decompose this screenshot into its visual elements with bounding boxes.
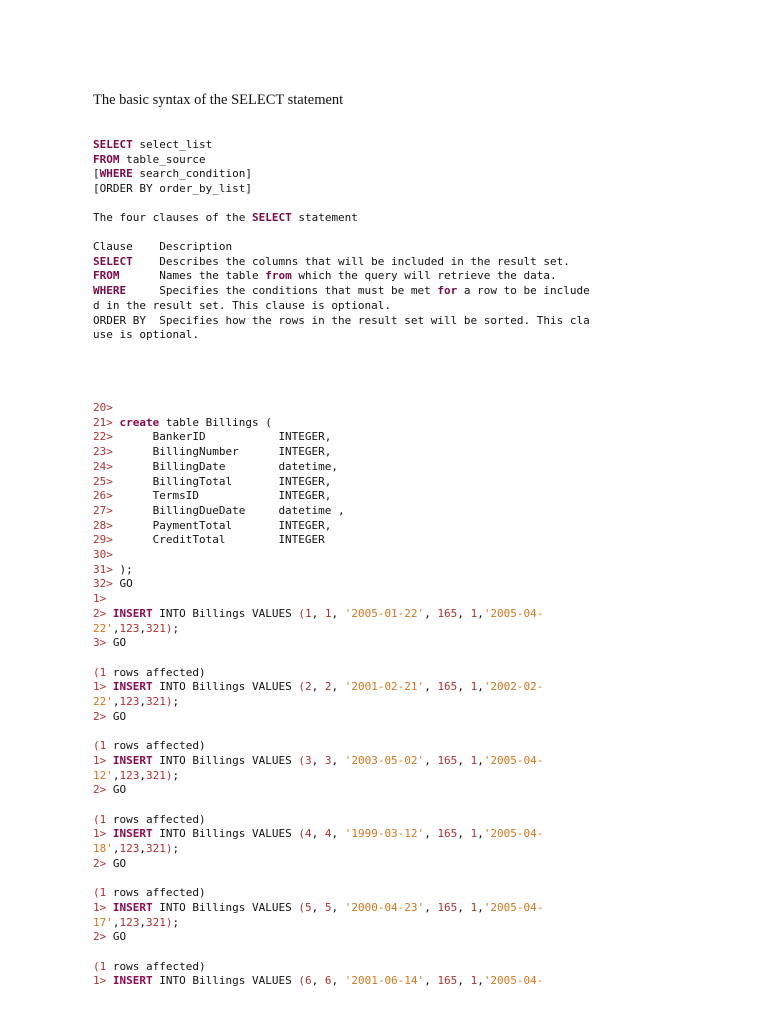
code-line bbox=[93, 695, 693, 710]
code-text: , bbox=[331, 606, 345, 620]
numeric-literal: ( bbox=[298, 753, 305, 767]
code-line bbox=[93, 489, 693, 504]
numeric-literal: 321 bbox=[146, 695, 166, 709]
code-text: GO bbox=[106, 856, 127, 870]
numeric-literal: 6 bbox=[304, 974, 312, 988]
numeric-literal: 165 bbox=[437, 900, 458, 914]
numeric-literal: 165 bbox=[437, 680, 458, 694]
code-text: use is optional. bbox=[93, 328, 199, 342]
code-text: , bbox=[311, 974, 325, 988]
code-text: ; bbox=[172, 621, 180, 635]
code-text: GO bbox=[106, 636, 127, 650]
line-number: 1> bbox=[93, 974, 107, 988]
code-text: , bbox=[477, 900, 484, 914]
code-text bbox=[113, 416, 120, 429]
code-line bbox=[93, 314, 693, 329]
code-line bbox=[93, 592, 693, 607]
numeric-literal: 6 bbox=[324, 974, 332, 988]
code-text: , bbox=[331, 753, 345, 767]
code-text: , bbox=[477, 753, 484, 767]
numeric-literal: ) bbox=[165, 621, 173, 635]
numeric-literal: 321 bbox=[146, 768, 166, 782]
line-number: 1> bbox=[93, 592, 107, 606]
code-text: PaymentTotal INTEGER, bbox=[112, 518, 332, 532]
code-text: Clause Description bbox=[93, 240, 233, 253]
code-text: , bbox=[139, 842, 146, 856]
code-text: table Billings ( bbox=[159, 415, 272, 429]
code-text: , bbox=[139, 915, 146, 929]
line-number: 2> bbox=[93, 856, 107, 870]
string-literal: '2002-02- bbox=[483, 680, 544, 694]
string-literal: '2000-04-23' bbox=[344, 900, 425, 914]
string-literal: '2001-06-14' bbox=[344, 974, 425, 988]
line-number: 26> bbox=[93, 489, 113, 503]
numeric-literal: 165 bbox=[437, 606, 458, 620]
code-text: [ORDER BY order_by_list] bbox=[93, 182, 252, 196]
numeric-literal: 1 bbox=[470, 606, 478, 620]
code-line bbox=[93, 960, 693, 975]
code-line bbox=[93, 563, 693, 578]
code-text: rows affected) bbox=[106, 959, 206, 973]
code-text: , bbox=[139, 621, 146, 635]
code-line bbox=[93, 167, 693, 182]
numeric-literal: 3 bbox=[304, 753, 312, 767]
code-line bbox=[93, 857, 693, 872]
code-line bbox=[93, 651, 693, 666]
code-line bbox=[93, 827, 693, 842]
code-line bbox=[93, 328, 693, 343]
code-text: , bbox=[457, 974, 471, 988]
code-text: ; bbox=[172, 768, 180, 782]
code-line bbox=[93, 299, 693, 314]
code-text: ; bbox=[172, 695, 180, 709]
numeric-literal: ) bbox=[165, 915, 173, 929]
code-text: GO bbox=[112, 577, 133, 591]
code-text bbox=[106, 607, 113, 620]
code-line bbox=[93, 430, 693, 445]
line-number: 24> bbox=[93, 459, 113, 473]
numeric-literal: ( bbox=[93, 665, 100, 679]
code-text: statement bbox=[291, 211, 358, 224]
code-line bbox=[93, 460, 693, 475]
line-number: 2> bbox=[93, 930, 107, 944]
code-text: Specifies the conditions that must be met bbox=[126, 284, 438, 298]
code-line bbox=[93, 153, 693, 168]
sql-keyword: WHERE bbox=[93, 284, 127, 298]
numeric-literal: 165 bbox=[437, 974, 458, 988]
code-text: d in the result set. This clause is optional. bbox=[93, 298, 392, 312]
code-line bbox=[93, 475, 693, 490]
code-text: , bbox=[112, 842, 120, 856]
code-text: , bbox=[112, 695, 120, 709]
code-text: GO bbox=[106, 783, 127, 797]
code-text: , bbox=[457, 900, 471, 914]
code-line bbox=[93, 886, 693, 901]
code-text: CreditTotal INTEGER bbox=[112, 533, 325, 547]
code-line bbox=[93, 783, 693, 798]
numeric-literal: ( bbox=[298, 827, 305, 841]
code-line bbox=[93, 666, 693, 681]
code-text: INTO Billings VALUES bbox=[152, 974, 299, 988]
code-line bbox=[93, 901, 693, 916]
string-literal: '1999-03-12' bbox=[344, 827, 425, 841]
sql-keyword: INSERT bbox=[112, 974, 153, 988]
numeric-literal: 123 bbox=[119, 621, 140, 635]
numeric-literal: 1 bbox=[99, 665, 107, 679]
sql-keyword: INSERT bbox=[112, 827, 153, 841]
code-text: ORDER BY Specifies how the rows in the result set will be sorted. This cla bbox=[93, 313, 590, 327]
line-number: 1> bbox=[93, 680, 107, 694]
code-text: , bbox=[477, 827, 484, 841]
code-text: INTO Billings VALUES bbox=[152, 753, 299, 767]
sql-keyword: INSERT bbox=[112, 680, 153, 694]
sql-keyword: INSERT bbox=[112, 900, 153, 914]
code-text: , bbox=[424, 900, 438, 914]
numeric-literal: ( bbox=[93, 739, 100, 753]
string-literal: '2005-01-22' bbox=[344, 606, 425, 620]
string-literal: '2005-04- bbox=[483, 974, 544, 988]
code-text: , bbox=[311, 753, 325, 767]
numeric-literal: 1 bbox=[99, 812, 107, 826]
line-number: 2> bbox=[93, 783, 107, 797]
line-number: 1> bbox=[93, 753, 107, 767]
sql-keyword: SELECT bbox=[93, 254, 133, 268]
code-text: INTO Billings VALUES bbox=[152, 900, 299, 914]
numeric-literal: ) bbox=[165, 695, 173, 709]
numeric-literal: 321 bbox=[146, 621, 166, 635]
numeric-literal: 1 bbox=[470, 680, 478, 694]
code-text: rows affected) bbox=[106, 812, 206, 826]
code-line bbox=[93, 813, 693, 828]
code-text: , bbox=[477, 606, 484, 620]
clauses-description-table bbox=[93, 240, 693, 343]
code-text: , bbox=[139, 695, 146, 709]
code-text: The four clauses of the bbox=[93, 211, 252, 224]
numeric-literal: ( bbox=[298, 974, 305, 988]
code-text bbox=[106, 901, 113, 914]
string-literal: 22' bbox=[93, 695, 113, 709]
string-literal: 22' bbox=[93, 621, 113, 635]
code-text: BillingTotal INTEGER, bbox=[112, 474, 332, 488]
line-number: 3> bbox=[93, 636, 107, 650]
numeric-literal: 4 bbox=[324, 827, 332, 841]
string-literal: '2005-04- bbox=[483, 827, 544, 841]
numeric-literal: ) bbox=[165, 842, 173, 856]
string-literal: '2005-04- bbox=[483, 900, 544, 914]
code-text: , bbox=[311, 900, 325, 914]
code-text: search_condition] bbox=[132, 167, 252, 181]
code-line bbox=[93, 519, 693, 534]
sql-keyword: INSERT bbox=[112, 753, 153, 767]
sql-keyword: FROM bbox=[93, 269, 120, 283]
line-number: 29> bbox=[93, 533, 113, 547]
sql-keyword: FROM bbox=[93, 152, 120, 166]
code-text: , bbox=[457, 827, 471, 841]
code-line bbox=[93, 754, 693, 769]
code-line bbox=[93, 577, 693, 592]
numeric-literal: 1 bbox=[470, 900, 478, 914]
code-line bbox=[93, 269, 693, 284]
code-text: BillingNumber INTEGER, bbox=[112, 445, 332, 459]
code-line bbox=[93, 974, 693, 989]
code-text bbox=[106, 680, 113, 693]
code-text: , bbox=[457, 606, 471, 620]
code-text: , bbox=[457, 753, 471, 767]
line-number: 1> bbox=[93, 900, 107, 914]
sql-keyword: SELECT bbox=[93, 138, 133, 151]
numeric-literal: 3 bbox=[324, 753, 332, 767]
page-heading: The basic syntax of the SELECT statement bbox=[93, 92, 344, 108]
code-text: select_list bbox=[132, 138, 213, 151]
line-number: 31> bbox=[93, 562, 113, 576]
numeric-literal: 1 bbox=[304, 606, 312, 620]
code-line bbox=[93, 622, 693, 637]
code-line bbox=[93, 533, 693, 548]
code-text: which the query will retrieve the data. bbox=[291, 269, 557, 283]
numeric-literal: 1 bbox=[99, 739, 107, 753]
numeric-literal: 1 bbox=[470, 827, 478, 841]
numeric-literal: 2 bbox=[324, 680, 332, 694]
code-text: , bbox=[112, 768, 120, 782]
numeric-literal: 123 bbox=[119, 695, 140, 709]
line-number: 28> bbox=[93, 518, 113, 532]
sql-session-log bbox=[93, 401, 693, 989]
line-number: 25> bbox=[93, 474, 113, 488]
code-text: TermsID INTEGER, bbox=[112, 489, 332, 503]
numeric-literal: 5 bbox=[304, 900, 312, 914]
code-text: INTO Billings VALUES bbox=[152, 680, 299, 694]
numeric-literal: 165 bbox=[437, 827, 458, 841]
code-text: Describes the columns that will be included in the result set. bbox=[132, 254, 570, 268]
code-line bbox=[93, 636, 693, 651]
code-text: , bbox=[331, 974, 345, 988]
line-number: 32> bbox=[93, 577, 113, 591]
code-text: ; bbox=[172, 842, 180, 856]
code-line bbox=[93, 842, 693, 857]
numeric-literal: ( bbox=[93, 886, 100, 900]
code-text: , bbox=[331, 900, 345, 914]
code-line bbox=[93, 872, 693, 887]
numeric-literal: ( bbox=[298, 680, 305, 694]
numeric-literal: 1 bbox=[99, 959, 107, 973]
code-text: , bbox=[424, 606, 438, 620]
numeric-literal: ( bbox=[298, 900, 305, 914]
numeric-literal: ( bbox=[93, 812, 100, 826]
sql-keyword: create bbox=[119, 415, 160, 429]
code-line bbox=[93, 607, 693, 622]
code-text: GO bbox=[106, 709, 127, 723]
line-number: 20> bbox=[93, 401, 113, 414]
code-text: ; bbox=[172, 915, 180, 929]
sql-keyword: WHERE bbox=[99, 167, 133, 181]
code-text: , bbox=[457, 680, 471, 694]
code-text: BillingDueDate datetime , bbox=[112, 503, 345, 517]
numeric-literal: 321 bbox=[146, 915, 166, 929]
code-line bbox=[93, 548, 693, 563]
code-line bbox=[93, 930, 693, 945]
code-text: [ bbox=[93, 167, 100, 181]
code-text: rows affected) bbox=[106, 739, 206, 753]
line-number: 30> bbox=[93, 548, 113, 562]
line-number: 2> bbox=[93, 709, 107, 723]
code-text: a row to be include bbox=[457, 284, 590, 298]
code-text: INTO Billings VALUES bbox=[152, 827, 299, 841]
code-line bbox=[93, 710, 693, 725]
code-line bbox=[93, 680, 693, 695]
code-text: , bbox=[331, 827, 345, 841]
code-line bbox=[93, 445, 693, 460]
code-line bbox=[93, 945, 693, 960]
line-number: 1> bbox=[93, 827, 107, 841]
string-literal: 18' bbox=[93, 842, 113, 856]
code-line bbox=[93, 416, 693, 431]
numeric-literal: 1 bbox=[99, 886, 107, 900]
numeric-literal: 4 bbox=[304, 827, 312, 841]
code-text: , bbox=[424, 753, 438, 767]
numeric-literal: 321 bbox=[146, 842, 166, 856]
code-text: , bbox=[477, 974, 484, 988]
code-text bbox=[106, 827, 113, 840]
code-line bbox=[93, 138, 693, 153]
code-line bbox=[93, 724, 693, 739]
string-literal: '2005-04- bbox=[483, 606, 544, 620]
line-number: 23> bbox=[93, 445, 113, 459]
numeric-literal: 123 bbox=[119, 842, 140, 856]
line-number: 21> bbox=[93, 415, 113, 429]
numeric-literal: 165 bbox=[437, 753, 458, 767]
code-text: BankerID INTEGER, bbox=[112, 430, 332, 444]
numeric-literal: 5 bbox=[324, 900, 332, 914]
syntax-code-block bbox=[93, 138, 693, 197]
code-text: , bbox=[311, 606, 325, 620]
code-line bbox=[93, 211, 693, 226]
sql-keyword: SELECT bbox=[251, 211, 292, 224]
line-number: 2> bbox=[93, 606, 107, 620]
string-literal: 17' bbox=[93, 915, 113, 929]
code-line bbox=[93, 284, 693, 299]
sql-keyword: from bbox=[265, 269, 292, 283]
numeric-literal: ( bbox=[93, 959, 100, 973]
code-line bbox=[93, 504, 693, 519]
code-text: , bbox=[331, 680, 345, 694]
code-text: , bbox=[424, 827, 438, 841]
code-text: BillingDate datetime, bbox=[112, 459, 339, 473]
code-line bbox=[93, 182, 693, 197]
numeric-literal: 123 bbox=[119, 768, 140, 782]
numeric-literal: 1 bbox=[470, 753, 478, 767]
code-text: , bbox=[311, 680, 325, 694]
string-literal: '2003-05-02' bbox=[344, 753, 425, 767]
code-text: INTO Billings VALUES bbox=[152, 606, 299, 620]
code-text: , bbox=[477, 680, 484, 694]
line-number: 27> bbox=[93, 503, 113, 517]
code-line bbox=[93, 240, 693, 255]
code-text: , bbox=[112, 621, 120, 635]
numeric-literal: ( bbox=[298, 606, 305, 620]
code-line bbox=[93, 255, 693, 270]
code-text: GO bbox=[106, 930, 127, 944]
code-text: Names the table bbox=[119, 269, 266, 283]
code-line bbox=[93, 916, 693, 931]
code-text: rows affected) bbox=[106, 665, 206, 679]
numeric-literal: 1 bbox=[470, 974, 478, 988]
code-text: , bbox=[424, 680, 438, 694]
sql-keyword: for bbox=[437, 284, 458, 298]
code-text bbox=[106, 974, 113, 987]
code-text bbox=[106, 754, 113, 767]
numeric-literal: 123 bbox=[119, 915, 140, 929]
code-line bbox=[93, 739, 693, 754]
numeric-literal: ) bbox=[165, 768, 173, 782]
four-clauses-intro bbox=[93, 211, 693, 226]
code-text: table_source bbox=[119, 152, 206, 166]
code-line bbox=[93, 769, 693, 784]
sql-keyword: INSERT bbox=[112, 606, 153, 620]
code-text: rows affected) bbox=[106, 886, 206, 900]
line-number: 22> bbox=[93, 430, 113, 444]
string-literal: '2001-02-21' bbox=[344, 680, 425, 694]
code-line bbox=[93, 798, 693, 813]
string-literal: 12' bbox=[93, 768, 113, 782]
code-line bbox=[93, 401, 693, 416]
string-literal: '2005-04- bbox=[483, 753, 544, 767]
code-text: , bbox=[139, 768, 146, 782]
numeric-literal: 2 bbox=[304, 680, 312, 694]
code-text: , bbox=[311, 827, 325, 841]
code-text: ); bbox=[112, 562, 133, 576]
code-text: , bbox=[424, 974, 438, 988]
numeric-literal: 1 bbox=[324, 606, 332, 620]
code-text: , bbox=[112, 915, 120, 929]
